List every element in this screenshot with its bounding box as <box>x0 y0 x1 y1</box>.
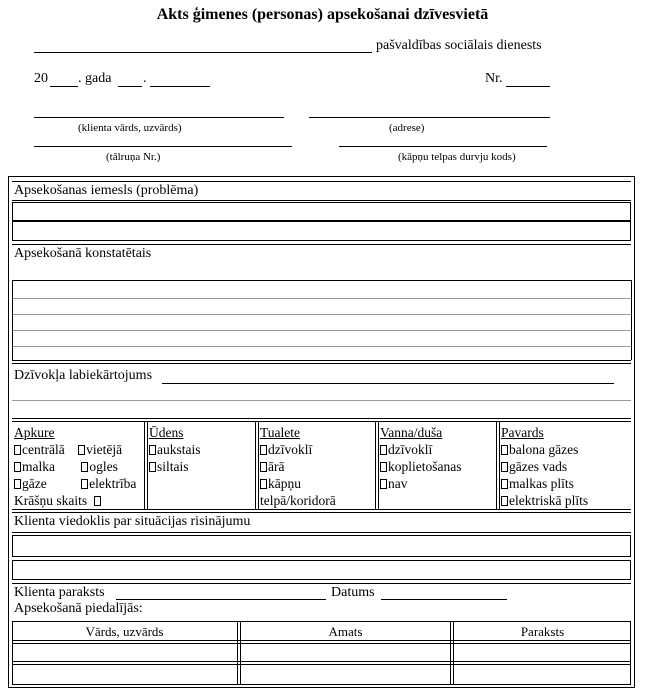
heating-row-2 <box>14 458 136 475</box>
findings-input-line-4[interactable] <box>12 346 631 347</box>
reason-input-line-1[interactable] <box>12 202 631 221</box>
checkbox-gazes-vads[interactable] <box>501 462 508 472</box>
checkbox-siltais[interactable] <box>149 462 156 472</box>
findings-label: Apsekošanā konstatētais <box>14 246 152 261</box>
rule <box>12 360 631 361</box>
gada-label: . gada <box>78 71 112 86</box>
toilet-row-4 <box>260 492 336 509</box>
rule <box>12 532 631 533</box>
rule <box>255 421 256 509</box>
option-label: balona gāzes <box>509 442 579 457</box>
checkbox-elektriba[interactable] <box>81 479 88 489</box>
checkbox-kapnu[interactable] <box>260 479 267 489</box>
day-field[interactable] <box>118 86 142 87</box>
year-field[interactable] <box>50 86 78 87</box>
option-label: dzīvoklī <box>388 442 433 457</box>
checkbox-malkas-plits[interactable] <box>501 479 508 489</box>
client-view-input-line-1[interactable] <box>12 535 631 557</box>
option-label: nav <box>388 476 408 491</box>
client-signature-field[interactable] <box>116 599 326 600</box>
rule <box>631 280 632 360</box>
client-view-label: Klienta viedoklis par situācijas risinājumu <box>14 514 251 529</box>
checkbox-ogles[interactable] <box>81 462 88 472</box>
rule <box>237 621 238 685</box>
bath-row-3 <box>380 475 462 492</box>
checkbox-centrala[interactable] <box>14 445 21 455</box>
nr-field[interactable] <box>506 86 550 87</box>
participant-position-cell-1[interactable] <box>241 644 450 661</box>
rule <box>144 421 145 509</box>
rule <box>12 244 631 245</box>
participants-label: Apsekošanā piedalījās: <box>14 601 143 616</box>
checkbox-bath-dzivokli[interactable] <box>380 445 387 455</box>
participant-name-cell-2[interactable] <box>13 665 237 684</box>
stair-code-field[interactable] <box>339 146 547 147</box>
heating-cell <box>14 424 136 509</box>
rule <box>375 421 376 509</box>
findings-input-line-2[interactable] <box>12 314 631 315</box>
bath-cell <box>380 424 462 492</box>
column-header-signature: Paraksts <box>520 624 565 639</box>
rule <box>496 421 497 509</box>
option-label: gāzes vads <box>509 459 568 474</box>
rule <box>378 421 379 509</box>
client-view-input-line-2[interactable] <box>12 560 631 580</box>
nr-label: Nr. <box>485 71 503 86</box>
stove-row-4 <box>501 492 588 509</box>
toilet-title: Tualete <box>260 425 300 440</box>
address-field[interactable] <box>309 117 550 118</box>
rule <box>12 512 631 513</box>
amenities-field[interactable] <box>162 383 614 384</box>
option-label: koplietošanas <box>388 459 462 474</box>
stove-row-2 <box>501 458 588 475</box>
bath-row-2 <box>380 458 462 475</box>
client-signature-label: Klienta paraksts <box>14 585 105 600</box>
stove-cell <box>501 424 588 509</box>
rule <box>499 421 500 509</box>
checkbox-stove-count[interactable] <box>94 496 101 506</box>
document-title: Akts ģimenes (personas) apsekošanai dzīvesvietā <box>156 6 489 23</box>
option-label: malka <box>22 459 55 474</box>
rule <box>12 661 631 662</box>
heating-title: Apkure <box>14 425 55 440</box>
rule <box>12 509 631 510</box>
water-cell <box>149 424 201 475</box>
bath-row-1 <box>380 441 462 458</box>
option-label: ārā <box>268 459 285 474</box>
checkbox-elektriska-plits[interactable] <box>501 496 508 506</box>
amenities-input-line[interactable] <box>12 400 631 401</box>
client-name-field[interactable] <box>34 117 284 118</box>
reason-input-line-2[interactable] <box>12 221 631 241</box>
stove-row-3 <box>501 475 588 492</box>
phone-field[interactable] <box>34 146 292 147</box>
rule <box>258 421 259 509</box>
toilet-cell <box>260 424 336 509</box>
stove-title: Pavards <box>501 425 544 440</box>
option-label: malkas plīts <box>509 476 574 491</box>
option-label: telpā/koridorā <box>260 493 336 508</box>
toilet-row-1 <box>260 441 336 458</box>
column-header-position: Amats <box>328 624 363 639</box>
rule <box>12 200 631 201</box>
reason-label: Apsekošanas iemesls (problēma) <box>14 183 199 198</box>
rule <box>12 181 631 182</box>
water-row-1 <box>149 441 201 458</box>
participant-signature-cell-2[interactable] <box>454 665 630 684</box>
participant-name-cell-1[interactable] <box>13 644 237 661</box>
month-field[interactable] <box>150 86 210 87</box>
toilet-row-3 <box>260 475 336 492</box>
option-label: gāze <box>22 476 47 491</box>
rule <box>147 421 148 509</box>
option-label: vietējā <box>86 442 123 457</box>
column-header-name: Vārds, uzvārds <box>85 624 164 639</box>
rule <box>12 363 631 364</box>
checkbox-ara[interactable] <box>260 462 267 472</box>
option-label: centrālā <box>22 442 65 457</box>
date-label: Datums <box>331 585 375 600</box>
date-field[interactable] <box>381 599 507 600</box>
rule <box>450 621 451 685</box>
checkbox-koplietosanas[interactable] <box>380 462 387 472</box>
rule <box>12 418 631 419</box>
option-label: ogles <box>89 459 118 474</box>
address-caption: (adrese) <box>389 122 425 134</box>
amenities-label: Dzīvokļa labiekārtojums <box>14 368 153 383</box>
stove-count-label: Krāšņu skaits <box>14 493 88 508</box>
participant-position-cell-2[interactable] <box>241 665 450 684</box>
heating-row-4 <box>14 492 136 509</box>
rule <box>12 280 631 281</box>
option-label: elektriskā plīts <box>509 493 589 508</box>
option-label: kāpņu <box>268 476 301 491</box>
option-label: aukstais <box>157 442 201 457</box>
phone-caption: (tālruņa Nr.) <box>106 151 161 163</box>
year-prefix: 20 <box>34 71 48 86</box>
findings-input-line-1[interactable] <box>12 298 631 299</box>
toilet-row-2 <box>260 458 336 475</box>
bath-title: Vanna/duša <box>380 425 443 440</box>
rule <box>12 280 13 360</box>
checkbox-gaze[interactable] <box>14 479 21 489</box>
checkbox-malka[interactable] <box>14 462 21 472</box>
findings-input-line-3[interactable] <box>12 330 631 331</box>
option-label: dzīvoklī <box>268 442 313 457</box>
participant-signature-cell-1[interactable] <box>454 644 630 661</box>
checkbox-balona-gazes[interactable] <box>501 445 508 455</box>
heating-row-1 <box>14 441 136 458</box>
rule <box>12 583 631 584</box>
stove-row-1 <box>501 441 588 458</box>
option-label: elektrība <box>89 476 137 491</box>
client-name-caption: (klienta vārds, uzvārds) <box>78 122 182 134</box>
option-label: siltais <box>157 459 189 474</box>
water-title: Ūdens <box>149 425 184 440</box>
checkbox-nav[interactable] <box>380 479 387 489</box>
checkbox-aukstais[interactable] <box>149 445 156 455</box>
rule <box>12 421 631 422</box>
office-label: pašvaldības sociālais dienests <box>376 38 542 53</box>
office-name-field[interactable] <box>34 52 372 53</box>
dot-separator: . <box>143 71 147 86</box>
heating-row-3 <box>14 475 136 492</box>
water-row-2 <box>149 458 201 475</box>
stair-code-caption: (kāpņu telpas durvju kods) <box>398 151 516 163</box>
checkbox-dzivokli[interactable] <box>260 445 267 455</box>
checkbox-vieteja[interactable] <box>78 445 85 455</box>
rule <box>12 640 631 641</box>
